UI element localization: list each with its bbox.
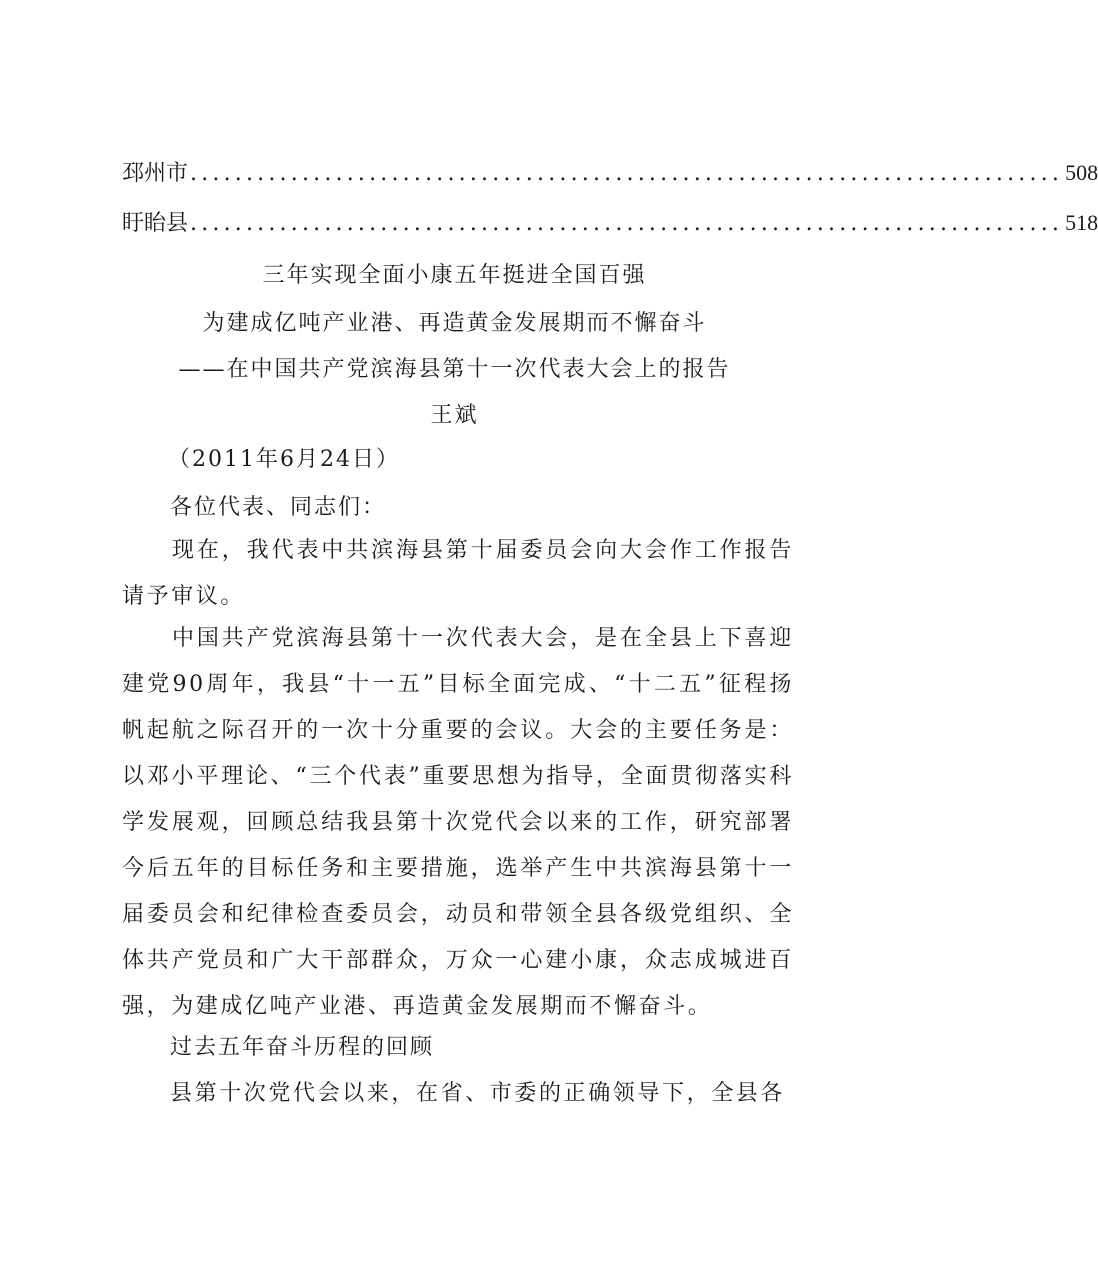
table-of-contents (122, 148, 1098, 248)
paragraph-1: 现在，我代表中共滨海县第十届委员会向大会作工作报告请予审议。 (122, 538, 794, 609)
report-date: （2011年6月24日） (168, 447, 400, 472)
paragraph-3: 县第十次党代会以来，在省、市委的正确领导下，全县各 (170, 1081, 786, 1106)
section-heading: 过去五年奋斗历程的回顾 (170, 1035, 435, 1060)
author-name: 王斌 (430, 403, 479, 428)
salutation: 各位代表、同志们： (170, 495, 387, 520)
toc-entry-name: 盱眙县 (122, 211, 189, 236)
toc-entry[interactable] (122, 198, 1098, 248)
title-line-3: ——在中国共产党滨海县第十一次代表大会上的报告 (178, 357, 731, 382)
title-line-1: 三年实现全面小康五年挺进全国百强 (262, 263, 647, 288)
paragraph-2: 中国共产党滨海县第十一次代表大会，是在全县上下喜迎建党90周年，我县“十一五”目标全面完成、“十二五”征程扬帆起航之际召开的一次十分重要的会议。大会的主要任务是：以邓小平理论、“三个代表”重要思想为指导，全面贯彻落实科学发展观，回顾总结我县第十次党代会以来的工作，研究部署今后五年的目标任务和主要措施，选举产生中共滨海县第十一届委员会和纪律检查委员会，动员和带领全县各级党组织、全体共产党员和广大干部群众，万众一心建小康，众志成城进百强，为建成亿吨产业港、再造黄金发展期而不懈奋斗。 (122, 626, 794, 1019)
toc-entry[interactable] (122, 148, 1098, 198)
toc-entry-page: 508 (1065, 160, 1098, 185)
title-line-2: 为建成亿吨产业港、再造黄金发展期而不懈奋斗 (202, 311, 707, 336)
toc-entry-name: 邳州市 (122, 161, 189, 186)
toc-leader-dots: .............................................................................. (190, 161, 1064, 186)
toc-entry-page: 518 (1065, 210, 1098, 235)
toc-leader-dots: .............................................................................. (190, 211, 1064, 236)
